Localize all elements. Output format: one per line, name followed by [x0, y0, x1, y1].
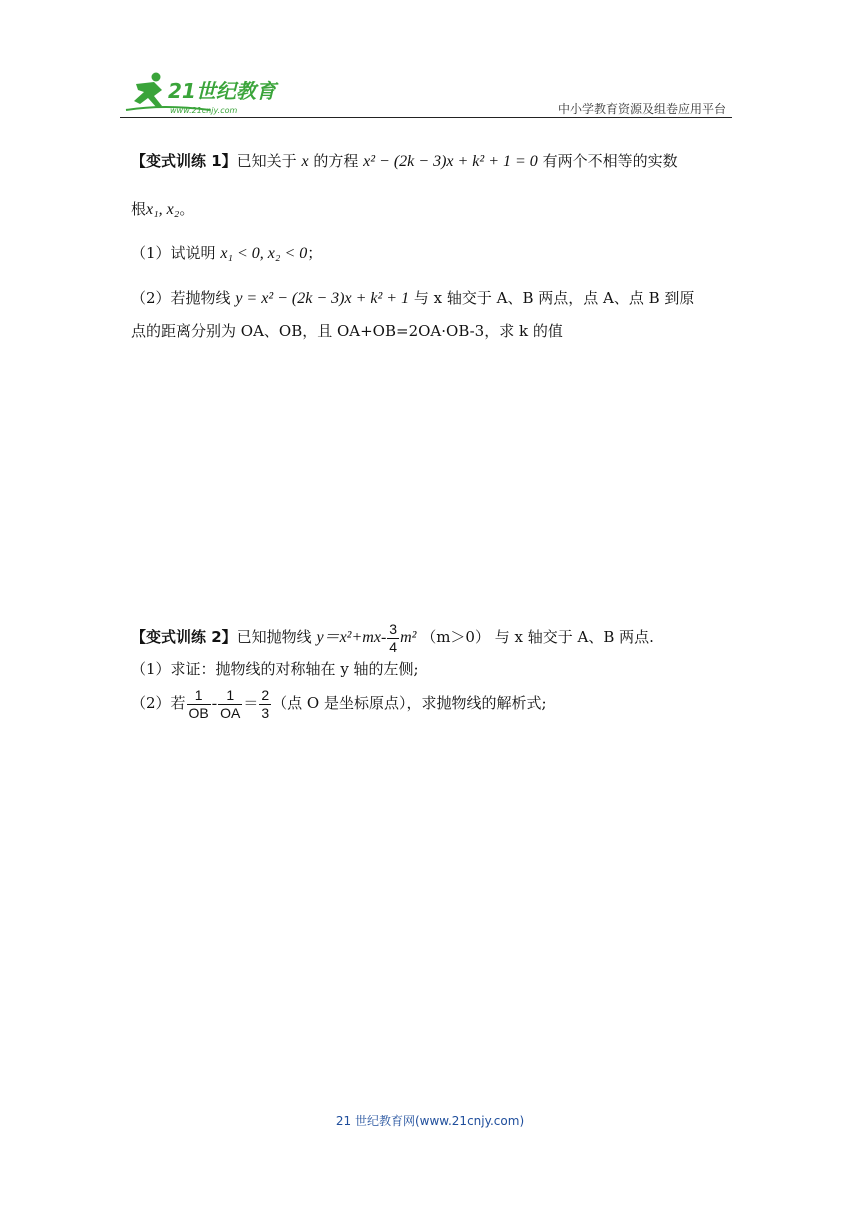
frac-num: 2 — [261, 686, 270, 703]
q2-intro: 已知抛物线 — [236, 628, 312, 646]
q1-intro: 已知关于 — [236, 152, 297, 170]
q2-part2-minus: - — [211, 695, 218, 712]
q1-part1 — [131, 242, 322, 265]
q2-eq-left: y＝x²+mx — [316, 629, 381, 646]
q1-part2-line1 — [131, 287, 694, 310]
frac-den: OB — [188, 704, 209, 721]
header-tagline: 中小学教育资源及组卷应用平台 — [557, 102, 726, 116]
q1-part1-prefix: （1）试说明 — [131, 244, 216, 262]
logo-url: www.21cnjy.com — [170, 106, 238, 115]
q2-fraction — [387, 621, 399, 656]
q1-var-x: x — [301, 153, 309, 170]
q2-equals: ＝ — [243, 694, 259, 712]
q2-part2-prefix: （2）若 — [131, 694, 186, 712]
q2-part2-suffix: （点 O 是坐标原点），求抛物线的解析式; — [272, 694, 547, 712]
q2-minus: - — [380, 629, 387, 646]
q1-roots: x₁, x₂ — [146, 201, 180, 218]
page-header — [120, 64, 732, 120]
q1-roots-prefix: 根 — [131, 200, 147, 218]
q1-title: 【变式训练 1】 — [131, 152, 237, 170]
q2-fraction-1-ob — [187, 687, 211, 722]
q1-text-mid: 的方程 — [313, 152, 359, 170]
q2-frac-num: 3 — [389, 620, 398, 637]
q2-part1: （1）求证：抛物线的对称轴在 y 轴的左侧; — [131, 660, 419, 678]
q1-line2 — [131, 198, 194, 221]
frac-den: OA — [220, 704, 241, 721]
page-footer: 21 世纪教育网(www.21cnjy.com) — [335, 1114, 525, 1128]
frac-den: 3 — [261, 704, 270, 721]
q1-equation: x² − (2k − 3)x + k² + 1 = 0 — [363, 153, 538, 170]
q2-fraction-2-3 — [259, 687, 271, 722]
q1-part1-suffix: ； — [307, 244, 323, 262]
q1-roots-suffix: 。 — [179, 200, 195, 218]
q2-frac-den: 4 — [389, 638, 398, 655]
q1-line1 — [131, 150, 678, 173]
q2-fraction-1-oa — [218, 687, 242, 722]
q2-title: 【变式训练 2】 — [131, 628, 237, 646]
q1-part1-math: x₁ < 0, x₂ < 0 — [220, 245, 308, 262]
q2-part2 — [131, 682, 547, 725]
q1-part2-math: y = x² − (2k − 3)x + k² + 1 — [235, 290, 410, 307]
q2-condition: （m＞0） — [421, 628, 490, 646]
q1-text-end: 有两个不相等的实数 — [542, 152, 678, 170]
q1-part2-line2: 点的距离分别为 OA、OB，且 OA+OB=2OA·OB-3，求 k 的值 — [131, 322, 563, 340]
logo-text: 21世纪教育 — [168, 79, 276, 103]
frac-num: 1 — [187, 687, 211, 705]
q1-part2-prefix: （2）若抛物线 — [131, 289, 231, 307]
logo-21cnjy — [124, 70, 296, 116]
q2-line1 — [131, 618, 654, 657]
frac-num: 1 — [218, 687, 242, 705]
q1-part2-text: 与 x 轴交于 A、B 两点，点 A、点 B 到原 — [413, 289, 695, 307]
q2-text-end: 与 x 轴交于 A、B 两点. — [494, 628, 654, 646]
q2-eq-tail: m² — [400, 629, 417, 646]
header-divider — [120, 117, 732, 118]
